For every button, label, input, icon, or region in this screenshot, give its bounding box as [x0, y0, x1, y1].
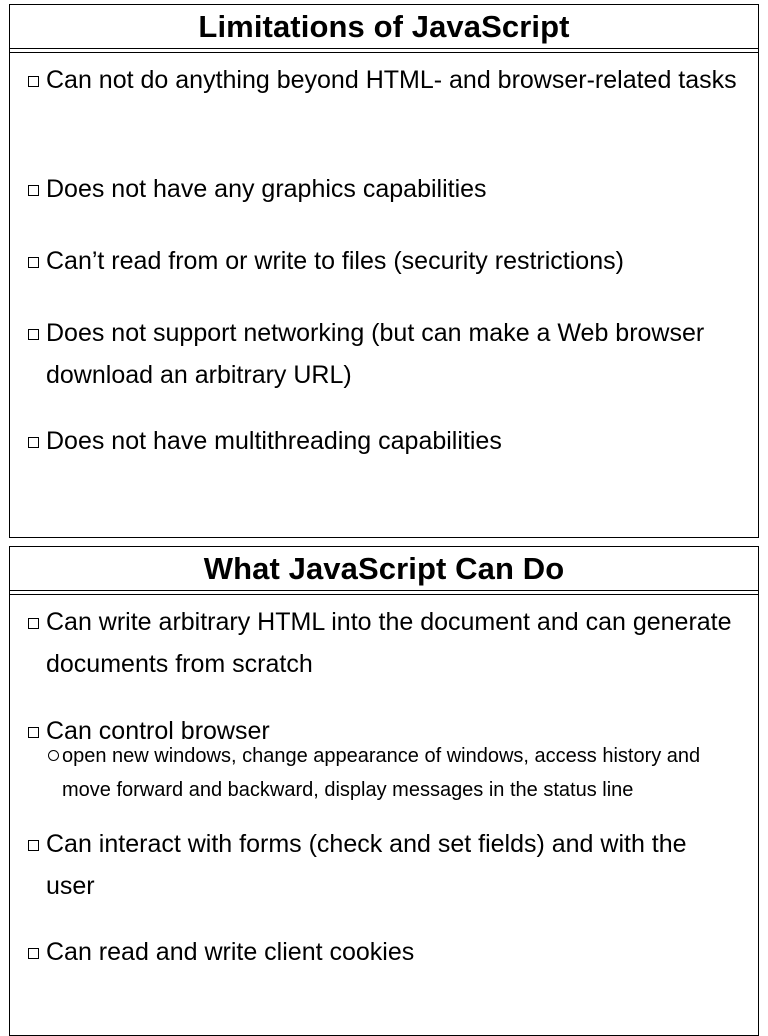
slide-capabilities: [9, 546, 759, 1036]
bullet-text: Does not have any graphics capabilities: [46, 175, 487, 203]
square-bullet-icon: [28, 437, 39, 448]
sub-bullet-item: [48, 739, 738, 807]
bullet-item: [28, 168, 738, 210]
square-bullet-icon: [28, 329, 39, 340]
circle-bullet-icon: [48, 750, 59, 761]
sub-bullet-text: open new windows, change appearance of windows, access history and move forward and backward, display messages in the status line: [62, 745, 701, 801]
bullet-item: [28, 601, 738, 685]
slide-title: What JavaScript Can Do: [203, 551, 565, 586]
square-bullet-icon: [28, 76, 39, 87]
slide-header: [10, 547, 758, 591]
square-bullet-icon: [28, 185, 39, 196]
bullet-text: Can not do anything beyond HTML- and browser-related tasks: [46, 66, 737, 94]
square-bullet-icon: [28, 840, 39, 851]
bullet-item: [28, 931, 738, 973]
square-bullet-icon: [28, 618, 39, 629]
header-divider: [10, 52, 758, 53]
square-bullet-icon: [28, 948, 39, 959]
bullet-item: [28, 59, 738, 101]
square-bullet-icon: [28, 727, 39, 738]
bullet-text: Does not support networking (but can make a Web browser download an arbitrary URL): [46, 319, 705, 389]
bullet-item: [28, 312, 738, 396]
slide-header: [10, 5, 758, 49]
slide-title: Limitations of JavaScript: [198, 9, 570, 44]
square-bullet-icon: [28, 257, 39, 268]
bullet-item: [28, 420, 738, 462]
bullet-item: [28, 240, 738, 282]
bullet-text: Can control browser: [46, 717, 270, 745]
bullet-text: Can interact with forms (check and set fields) and with the user: [46, 830, 687, 900]
bullet-text: Can’t read from or write to files (security restrictions): [46, 247, 624, 275]
bullet-item: [28, 823, 738, 907]
slide-limitations: [9, 4, 759, 538]
bullet-text: Can write arbitrary HTML into the document and can generate documents from scratch: [46, 608, 732, 678]
bullet-text: Can read and write client cookies: [46, 938, 415, 966]
bullet-text: Does not have multithreading capabilities: [46, 427, 502, 455]
header-divider: [10, 594, 758, 595]
